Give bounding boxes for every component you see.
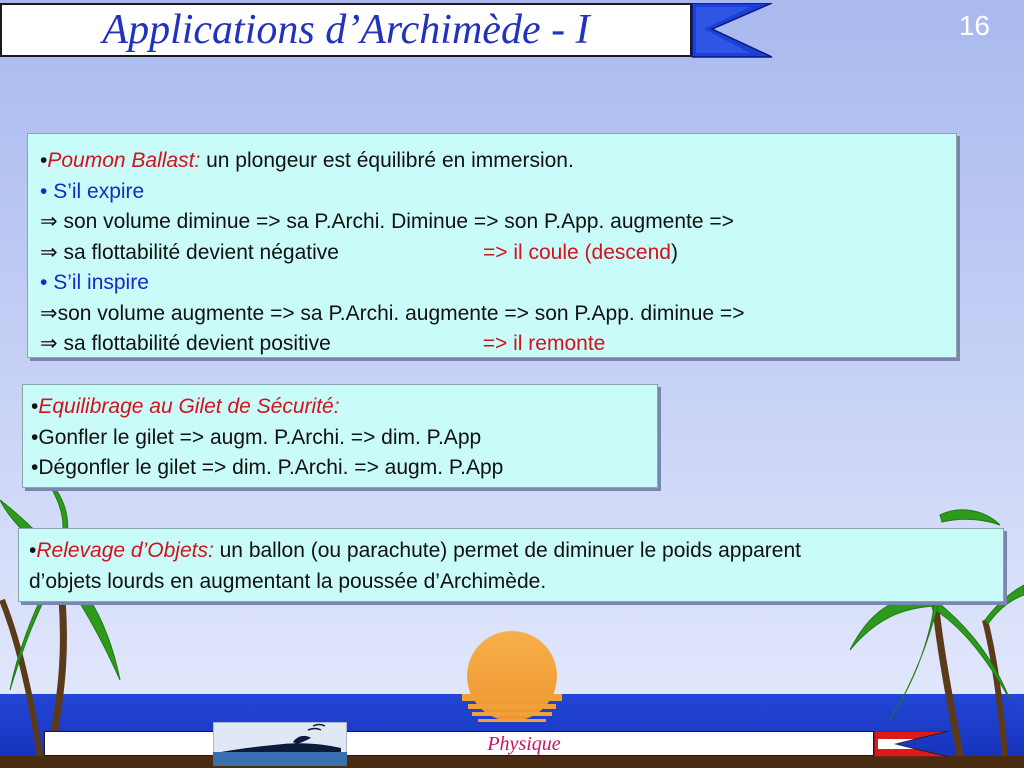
expire-line-1-text: son volume diminue => sa P.Archi. Diminue => son P.App. augmente =>	[57, 210, 734, 233]
slide-title: Applications d’Archimède - I	[102, 7, 590, 53]
pennant-flag-small-icon	[874, 731, 954, 757]
expire-text: S’il expire	[47, 179, 145, 203]
implies-icon: ⇒	[40, 210, 58, 233]
implies-icon: ⇒	[40, 240, 58, 264]
gilet-label: Equilibrage au Gilet de Sécurité:	[38, 395, 340, 418]
inspire-line-2-text: sa flottabilité devient positive	[57, 332, 331, 355]
bullet: •	[40, 179, 48, 203]
bullet: •	[31, 395, 39, 418]
gilet-box	[22, 384, 658, 488]
ballast-label: Poumon Ballast:	[47, 149, 201, 172]
relevage-line-2: d’objets lourds en augmentant la poussée d’Archimède.	[29, 569, 547, 593]
bullet: •	[31, 425, 39, 449]
implies-icon: ⇒	[40, 332, 58, 355]
gilet-heading	[31, 392, 657, 423]
pennant-flag-icon	[692, 3, 776, 59]
gilet-line-2	[31, 453, 657, 484]
slide-number: 16	[958, 10, 990, 41]
gilet-line-1-text: Gonfler le gilet => augm. P.Archi. => dim. P.App	[38, 425, 482, 449]
bullet: •	[29, 539, 37, 562]
gilet-line-2-text: Dégonfler le gilet => dim. P.Archi. => augm. P.App	[38, 456, 504, 479]
expire-result: => il coule (descend	[482, 240, 671, 264]
ballast-line-1	[40, 146, 956, 177]
relevage-text-1: un ballon (ou parachute) permet de diminuer le poids apparent	[213, 539, 801, 562]
expire-line-2	[40, 238, 956, 269]
inspire-text: S’il inspire	[47, 271, 149, 294]
beach-strip	[0, 756, 1024, 768]
expire-heading	[40, 177, 956, 208]
bullet: •	[40, 271, 48, 294]
inspire-line-1-text: son volume augmente => sa P.Archi. augmente => son P.App. diminue =>	[57, 301, 745, 325]
bullet: •	[40, 149, 48, 172]
relevage-label: Relevage d’Objets:	[36, 539, 214, 562]
expire-result-close: )	[670, 240, 678, 264]
bullet: •	[31, 456, 39, 479]
inspire-heading	[40, 268, 956, 299]
expire-line-1	[40, 207, 956, 238]
relevage-line-1	[29, 536, 1003, 567]
inspire-line-2	[40, 329, 956, 360]
gilet-line-1	[31, 423, 657, 454]
footer-label: Physique	[487, 733, 561, 755]
inspire-result: => il remonte	[482, 332, 606, 355]
ballast-box	[27, 133, 957, 358]
title-box	[0, 3, 692, 57]
inspire-line-1	[40, 299, 956, 330]
relevage-box	[18, 528, 1004, 602]
ballast-intro: un plongeur est équilibré en immersion.	[200, 149, 574, 172]
diver-logo	[213, 722, 347, 766]
sunset-sun	[462, 631, 562, 722]
implies-icon: ⇒	[40, 301, 58, 325]
expire-line-2-text: sa flottabilité devient négative	[57, 240, 339, 264]
